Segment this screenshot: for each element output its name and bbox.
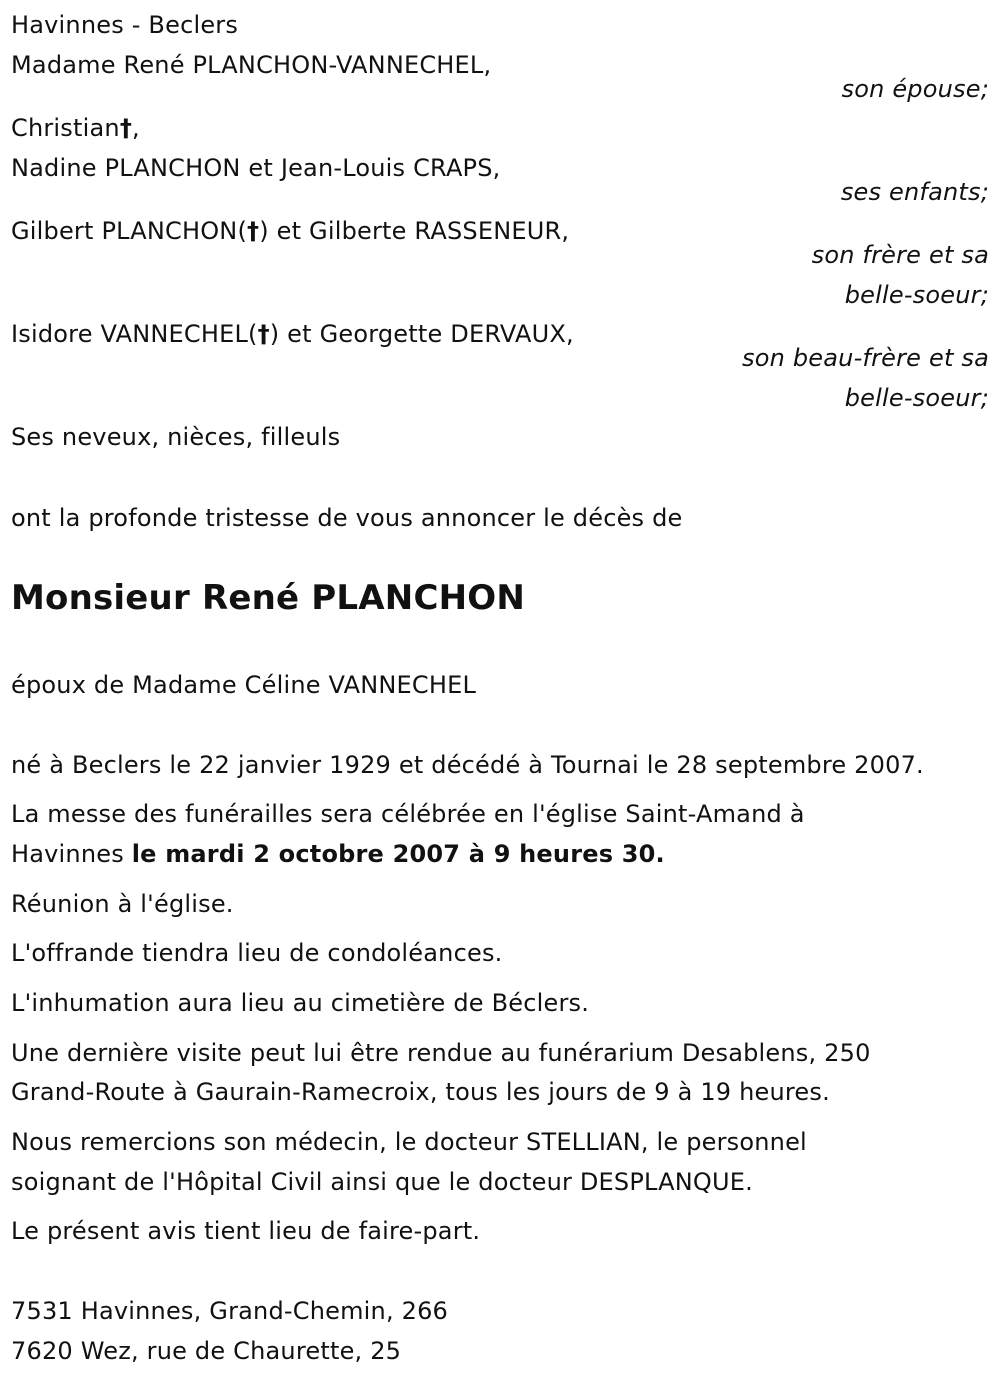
mass-date: le mardi 2 octobre 2007 à 9 heures 30. [131, 840, 665, 868]
locality-header: Havinnes - Beclers [11, 11, 239, 39]
brother-in-law-name: Isidore VANNECHEL( [11, 320, 258, 348]
extended-family: Ses neveux, nièces, filleuls [11, 423, 341, 451]
child-2: Nadine PLANCHON et Jean-Louis CRAPS, [11, 154, 501, 182]
announcement-text: ont la profonde tristesse de vous annoncer le décès de [11, 504, 683, 532]
spouse-role: son épouse; [841, 75, 989, 103]
deceased-cross-icon: † [119, 114, 133, 142]
brother-in-law-role-line-2: belle-soeur; [844, 384, 989, 412]
child-1-name: Christian [11, 114, 120, 142]
deceased-cross-icon: † [257, 320, 270, 348]
thanks-line-1: Nous remercions son médecin, le docteur STELLIAN, le personnel [11, 1128, 807, 1156]
birth-death-line: né à Beclers le 22 janvier 1929 et décédé à Tournai le 28 septembre 2007. [11, 751, 924, 779]
deceased-cross-icon: † [247, 217, 260, 245]
brother-partner: ) et Gilberte RASSENEUR, [259, 217, 570, 245]
brother-in-law-role-line-1: son beau-frère et sa [742, 344, 989, 372]
mass-line-2 [11, 839, 665, 869]
children-role: ses enfants; [840, 178, 989, 206]
mass-place: Havinnes [11, 840, 132, 868]
brother-name: Gilbert PLANCHON( [11, 217, 248, 245]
visit-line-1: Une dernière visite peut lui être rendue au funérarium Desablens, 250 [11, 1039, 871, 1067]
brother-in-law-line [11, 319, 574, 349]
deceased-spouse: époux de Madame Céline VANNECHEL [11, 671, 477, 699]
deceased-name: Monsieur René PLANCHON [11, 578, 526, 618]
thanks-line-2: soignant de l'Hôpital Civil ainsi que le docteur DESPLANQUE. [11, 1168, 753, 1196]
spouse-name: Madame René PLANCHON-VANNECHEL, [11, 51, 492, 79]
brother-in-law-partner: ) et Georgette DERVAUX, [269, 320, 574, 348]
meeting-line: Réunion à l'église. [11, 890, 234, 918]
mass-line-1: La messe des funérailles sera célébrée en l'église Saint-Amand à [11, 800, 805, 828]
brother-line [11, 216, 569, 246]
notice-line: Le présent avis tient lieu de faire-part. [11, 1217, 481, 1245]
child-1 [11, 113, 140, 143]
brother-role-line-1: son frère et sa [811, 241, 989, 269]
address-line: 7620 Wez, rue de Chaurette, 25 [11, 1337, 402, 1365]
child-1-suffix: , [132, 114, 140, 142]
address-line: 7531 Havinnes, Grand-Chemin, 266 [11, 1297, 449, 1325]
burial-line: L'inhumation aura lieu au cimetière de Béclers. [11, 989, 590, 1017]
brother-role-line-2: belle-soeur; [844, 281, 989, 309]
offering-line: L'offrande tiendra lieu de condoléances. [11, 939, 503, 967]
visit-line-2: Grand-Route à Gaurain-Ramecroix, tous les jours de 9 à 19 heures. [11, 1078, 830, 1106]
